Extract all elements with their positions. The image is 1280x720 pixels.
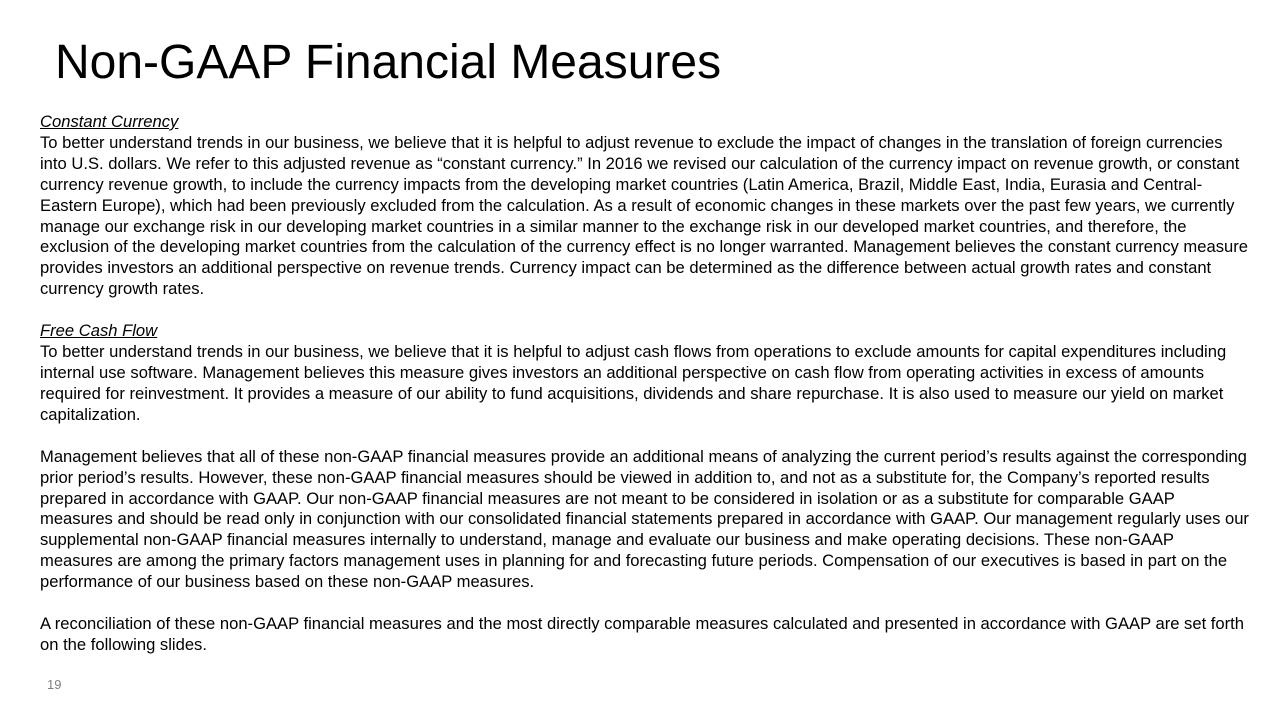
constant-currency-heading: Constant Currency: [40, 112, 179, 131]
free-cash-flow-heading: Free Cash Flow: [40, 321, 158, 341]
page-number: 19: [47, 677, 62, 692]
reconciliation-section: [40, 614, 1250, 656]
slide-content: [40, 112, 1250, 677]
slide-title: Non-GAAP Financial Measures: [55, 36, 722, 89]
management-section: [40, 447, 1250, 593]
constant-currency-section: [40, 112, 1250, 300]
free-cash-flow-paragraph: To better understand trends in our business, we believe that it is helpful to adjust cash flows from operations to exclude amounts for capital expenditures including internal use software. Management believes this measure gives investors an additional perspective on cash flow from operating activities in excess of amounts required for reinvestment. It provides a measure of our ability to fund acquisitions, dividends and share repurchase. It is also used to measure our yield on market capitalization.: [40, 342, 1227, 424]
management-paragraph: Management believes that all of these non-GAAP financial measures provide an additional means of analyzing the current period’s results against the corresponding prior period’s results. However, these non-GAAP financial measures should be viewed in addition to, and not as a substitute for, the Company’s reported results prepared in accordance with GAAP. Our non-GAAP financial measures are not meant to be considered in isolation or as a substitute for comparable GAAP measures and should be read only in conjunction with our consolidated financial statements prepared in accordance with GAAP. Our management regularly uses our supplemental non-GAAP financial measures internally to understand, manage and evaluate our business and make operating decisions. These non-GAAP measures are among the primary factors management uses in planning for and forecasting future periods. Compensation of our executives is based in part on the performance of our business based on these non-GAAP measures.: [40, 446, 1249, 592]
constant-currency-paragraph: To better understand trends in our business, we believe that it is helpful to adjust revenue to exclude the impact of changes in the translation of foreign currencies into U.S. dollars. We refer to this adjusted revenue as “constant currency.” In 2016 we revised our calculation of the currency impact on revenue growth, or constant currency revenue growth, to include the currency impacts from the developing market countries (Latin America, Brazil, Middle East, India, Eurasia and Central-Eastern Europe), which had been previously excluded from the calculation. As a result of economic changes in these markets over the past few years, we currently manage our exchange risk in our developing market countries in a similar manner to the exchange risk in our developed market countries, and therefore, the exclusion of the developing market countries from the calculation of the currency effect is no longer warranted. Management believes the constant currency measure provides investors an additional perspective on revenue trends. Currency impact can be determined as the difference between actual growth rates and constant currency growth rates.: [40, 132, 1248, 299]
reconciliation-paragraph: A reconciliation of these non-GAAP financial measures and the most directly comparable measures calculated and presented in accordance with GAAP are set forth on the following slides.: [40, 614, 1245, 654]
free-cash-flow-section: [40, 321, 1250, 426]
